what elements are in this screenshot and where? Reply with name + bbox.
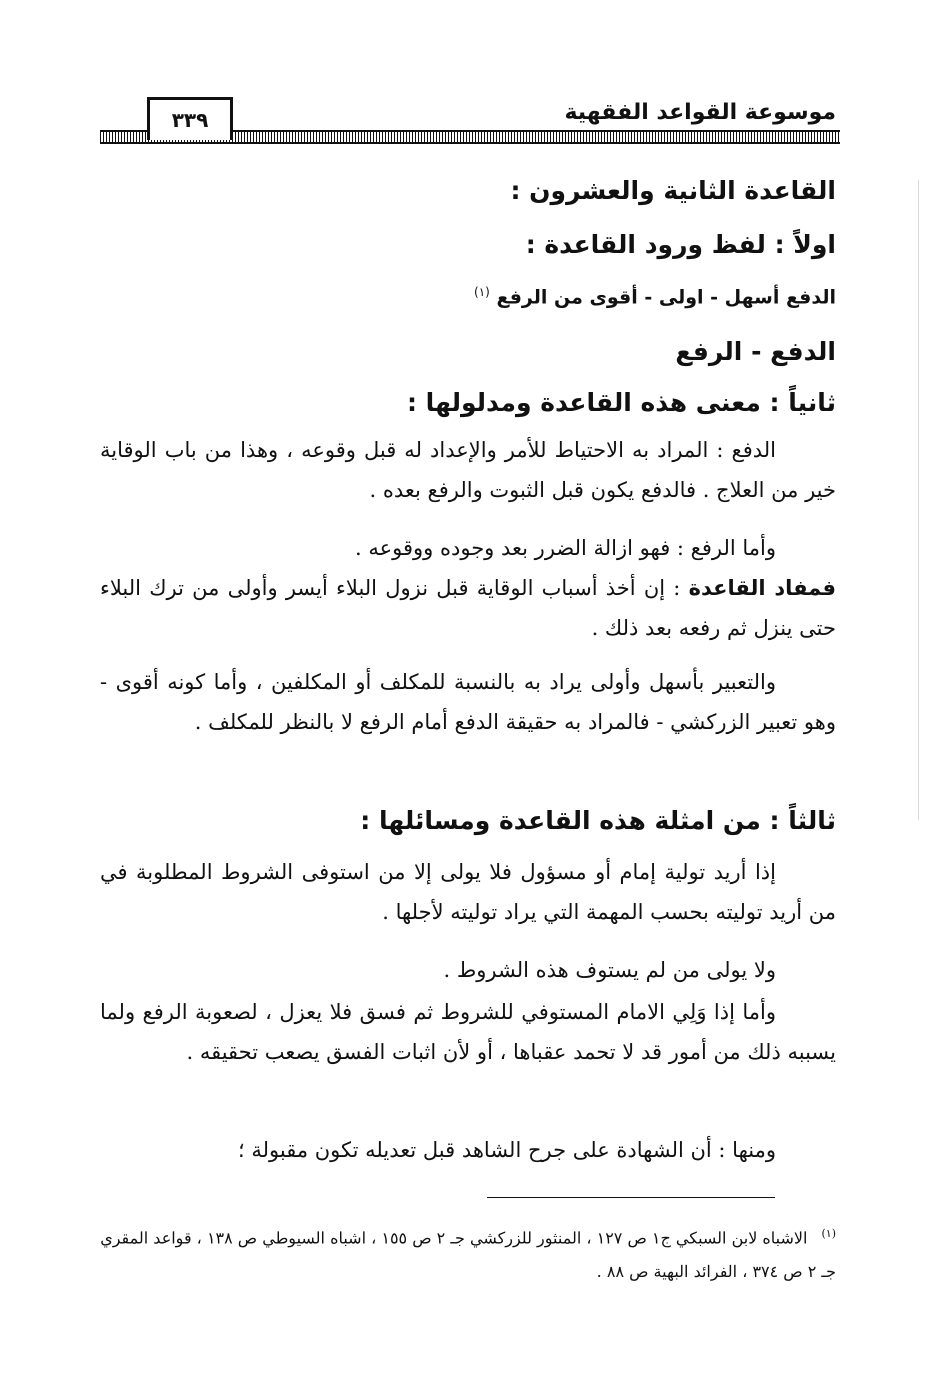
paragraph-definition-lift: وأما الرفع : فهو ازالة الضرر بعد وجوده ووقوعه . [355, 536, 776, 560]
paragraph-expression: والتعبير بأسهل وأولى يراد به بالنسبة للمكلف أو المكلفين ، وأما كونه أقوى - وهو تعبير الزركشي - فالمراد به حقيقة الدفع أمام الرفع لا بالنظر للمكلف . [100, 670, 836, 734]
rule-wording-text: الدفع أسهل - اولى - أقوى من الرفع [496, 286, 836, 309]
footnote [100, 1217, 836, 1289]
paragraph-example-no-appointment: ولا يولى من لم يستوف هذه الشروط . [443, 958, 776, 982]
section-1-heading: اولاً : لفظ ورود القاعدة : [525, 230, 836, 259]
paragraph-definition-push: الدفع : المراد به الاحتياط للأمر والإعداد له قبل وقوعه ، وهذا من باب الوقاية خير من العلاج . فالدفع يكون قبل الثبوت والرفع بعده . [100, 438, 836, 502]
paragraph-example-appointment: إذا أريد تولية إمام أو مسؤول فلا يولى إلا من استوفى الشروط المطلوبة في من أريد توليته بحسب المهمة التي يراد توليته لأجلها . [100, 860, 836, 924]
short-form: الدفع - الرفع [675, 337, 836, 366]
rule-meaning-lead: فمفاد القاعدة [688, 576, 837, 600]
section-3-heading: ثالثاً : من امثلة هذه القاعدة ومسائلها : [360, 806, 836, 835]
paragraph-example-imam: وأما إذا وَلِي الامام المستوفي للشروط ثم فسق فلا يعزل ، لصعوبة الرفع ولما يسببه ذلك من أمور قد لا تحمد عقباها ، أو لأن اثبات الفسق يصعب تحقيقه . [100, 1000, 836, 1064]
paragraph-rule-meaning [100, 568, 836, 648]
running-header-title: موسوعة القواعد الفقهية [564, 100, 836, 125]
rule-wording [100, 285, 836, 308]
footnote-marker: (١) [821, 1227, 836, 1240]
footnote-divider [487, 1197, 775, 1198]
page-number: ٣٣٩ [147, 97, 233, 140]
margin-line [918, 180, 919, 820]
rule-title: القاعدة الثانية والعشرون : [510, 176, 836, 205]
rule-meaning-text: : إن أخذ أسباب الوقاية قبل نزول البلاء أيسر وأولى من ترك البلاء حتى ينزل ثم رفعه بعد ذلك . [100, 576, 836, 640]
section-2-heading: ثانياً : معنى هذه القاعدة ومدلولها : [406, 388, 836, 417]
paragraph-example-testimony: ومنها : أن الشهادة على جرح الشاهد قبل تعديله تكون مقبولة ؛ [238, 1138, 776, 1162]
footnote-text: الاشباه لابن السبكي ج١ ص ١٢٧ ، المنثور للزركشي جـ ٢ ص ١٥٥ ، اشباه السيوطي ص ١٣٨ ، قواعد المقري جـ ٢ ص ٣٧٤ ، الفرائد البهية ص ٨٨ . [100, 1228, 836, 1282]
footnote-reference: (١) [474, 285, 490, 299]
